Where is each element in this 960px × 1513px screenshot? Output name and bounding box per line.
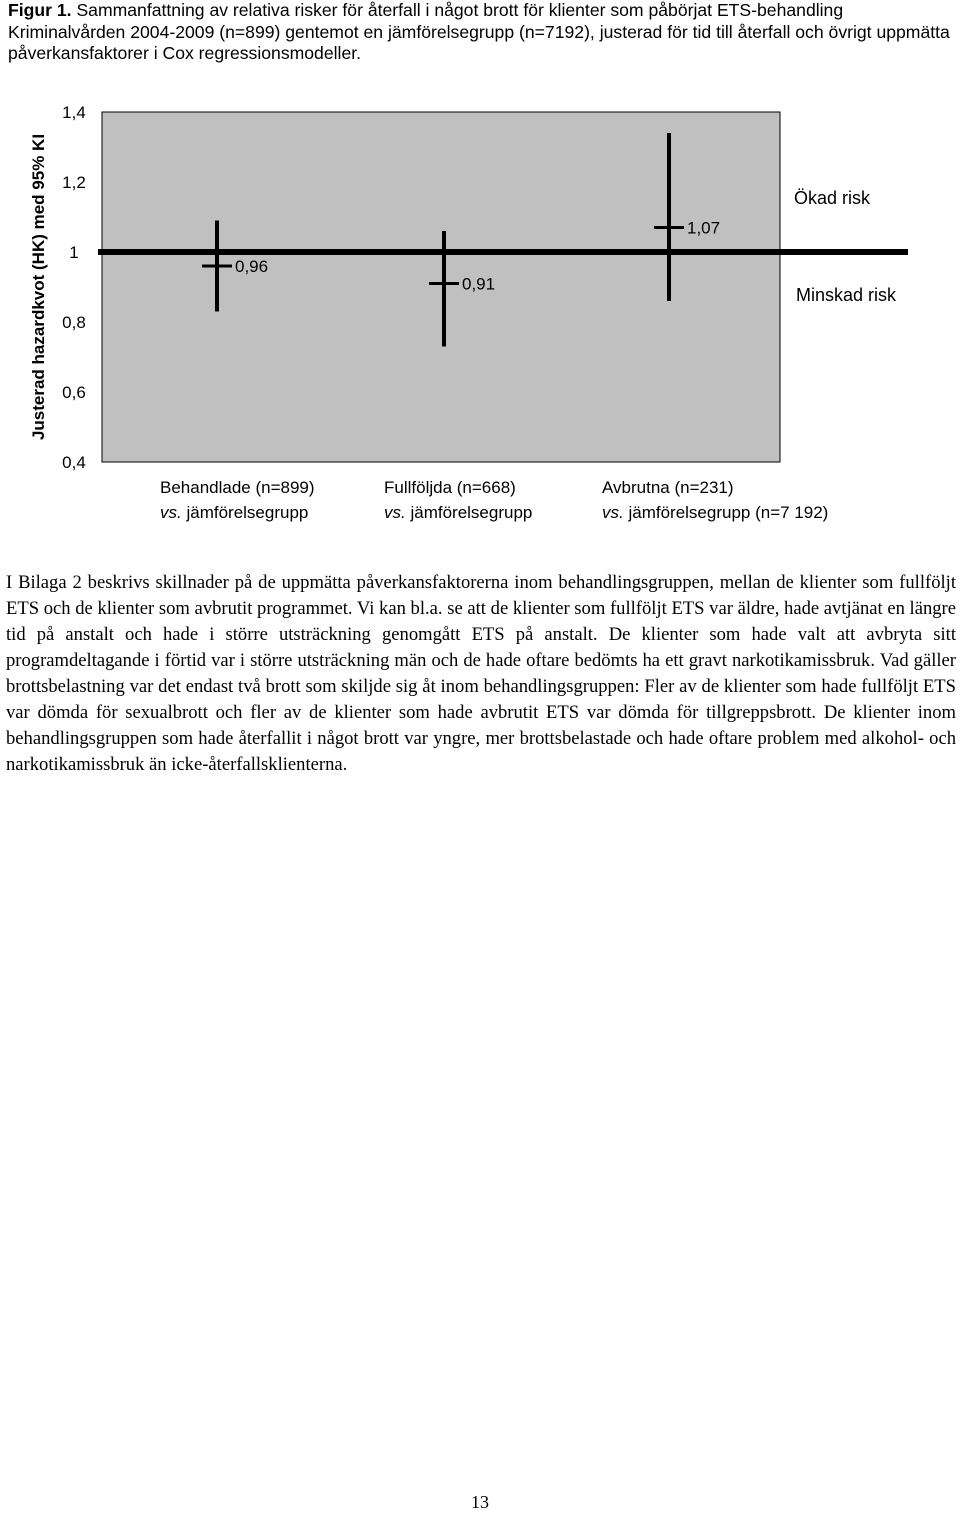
page-number: 13 bbox=[471, 1492, 489, 1512]
figure-caption-text: Sammanfattning av relativa risker för återfall i något brott för klienter som påbörjat ETS-behandling Kriminalvården 2004-2009 (n=899) gentemot en jämförelsegrupp (n=7192), justerad för tid till återfall och övrigt uppmätta påverkansfaktorer i Cox regressionsmodeller. bbox=[8, 0, 950, 63]
vs-label: vs. bbox=[384, 503, 406, 522]
group-label: Behandlade (n=899) bbox=[160, 478, 315, 497]
decreased-risk-label: Minskad risk bbox=[795, 285, 897, 305]
estimate-label: 0,91 bbox=[462, 274, 496, 294]
plot-area bbox=[102, 112, 780, 462]
y-tick-label: 0,4 bbox=[62, 453, 86, 472]
figure-label: Figur 1. bbox=[8, 0, 72, 20]
y-tick-label: 1 bbox=[69, 243, 79, 262]
group-label: Avbrutna (n=231) bbox=[602, 478, 734, 497]
estimate-label: 0,96 bbox=[235, 257, 269, 276]
y-axis-title: Justerad hazardkvot (HK) med 95% KI bbox=[29, 133, 48, 441]
vs-label: vs. bbox=[160, 503, 182, 522]
hazard-ratio-chart bbox=[0, 85, 960, 535]
increased-risk-label: Ökad risk bbox=[793, 188, 871, 208]
y-tick-label: 1,2 bbox=[62, 173, 86, 192]
group-comparison-label bbox=[384, 503, 532, 522]
y-tick-label: 0,8 bbox=[62, 313, 86, 332]
comparison-group-label: jämförelsegrupp bbox=[181, 503, 309, 522]
y-tick-label: 1,4 bbox=[62, 103, 86, 122]
group-comparison-label bbox=[160, 503, 308, 522]
x-axis-labels bbox=[160, 478, 828, 522]
comparison-group-label: jämförelsegrupp bbox=[405, 503, 533, 522]
body-paragraph: I Bilaga 2 beskrivs skillnader på de uppmätta påverkansfaktorerna inom behandlingsgruppen, mellan de klienter som fullföljt ETS och de klienter som avbrutit programmet. Vi kan bl.a. se att de klienter som fullföljt ETS var äldre, hade avtjänat en längre tid på anstalt och hade i större utsträckning genomgått ETS på anstalt. De klienter som hade valt att avbryta sitt programdeltagande i förtid var i större utsträckning män och de hade oftare bedömts ha ett gravt narkotikamissbruk. Vad gäller brottsbelastning var det endast två brott som skiljde sig åt inom behandlingsgruppen: Fler av de klienter som hade fullföljt ETS var dömda för sexualbrott och fler av de klienter som hade avbrutit ETS var dömda för tillgreppsbrott. De klienter inom behandlingsgruppen som hade återfallit i något brott var yngre, mer brottsbelastade och hade oftare problem med alkohol- och narkotikamissbruk än icke-återfallsklienterna. bbox=[6, 572, 956, 775]
y-axis bbox=[62, 103, 86, 472]
comparison-group-label: jämförelsegrupp (n=7 192) bbox=[623, 503, 829, 522]
group-comparison-label bbox=[602, 503, 828, 522]
estimate-label: 1,07 bbox=[687, 218, 721, 238]
figure-caption bbox=[8, 0, 953, 65]
vs-label: vs. bbox=[602, 503, 624, 522]
y-tick-label: 0,6 bbox=[62, 383, 86, 402]
group-label: Fullföljda (n=668) bbox=[384, 478, 516, 497]
